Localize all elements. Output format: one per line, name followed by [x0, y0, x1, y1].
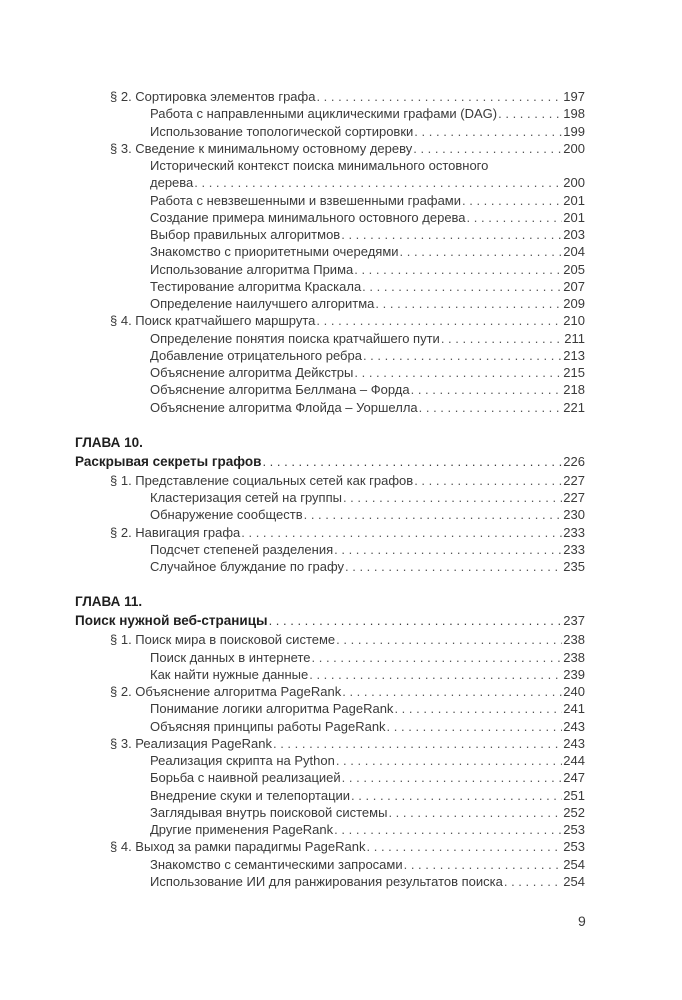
leader-dots [414, 472, 562, 489]
toc-item[interactable] [75, 364, 585, 381]
toc-item[interactable] [75, 157, 585, 174]
toc-page-number: 230 [563, 507, 585, 523]
toc-section[interactable] [75, 631, 585, 648]
table-of-contents [75, 88, 585, 890]
leader-dots [342, 683, 562, 700]
leader-dots [363, 347, 562, 364]
leader-dots [419, 399, 563, 416]
leader-dots [388, 804, 562, 821]
toc-page-number: 209 [563, 296, 585, 311]
toc-page-number: 239 [563, 666, 585, 682]
toc-item-title: Как найти нужные данные [150, 666, 309, 682]
toc-page-number: 254 [563, 856, 585, 872]
toc-item-title: Использование топологической сортировки [150, 123, 414, 139]
leader-dots [269, 611, 563, 631]
toc-page-number: 233 [563, 524, 585, 540]
toc-item-title-cont: дерева [150, 175, 194, 191]
toc-page-number: 243 [563, 718, 585, 734]
toc-item-title: Объяснение алгоритма Дейкстры [150, 365, 354, 380]
toc-item-title: Добавление отрицательного ребра [150, 347, 362, 363]
toc-item-title: Поиск данных в интернете [150, 649, 311, 665]
toc-page-number: 215 [563, 365, 585, 380]
leader-dots [414, 123, 562, 140]
leader-dots [413, 140, 562, 157]
toc-item[interactable] [75, 295, 585, 312]
toc-page-number: 221 [563, 399, 585, 415]
toc-item[interactable] [75, 718, 585, 735]
leader-dots [194, 174, 562, 191]
toc-item[interactable] [75, 649, 585, 666]
page-number: 9 [578, 913, 586, 929]
leader-dots [498, 105, 562, 122]
toc-page-number: 238 [563, 649, 585, 665]
leader-dots [400, 243, 563, 260]
toc-page-number: 240 [563, 684, 585, 699]
toc-section-title: § 3. Сведение к минимальному остовному дереву [110, 140, 413, 156]
toc-item-title: Исторический контекст поиска минимального остовного [150, 158, 489, 173]
toc-section-title: § 3. Реализация PageRank [110, 735, 272, 751]
chapter-11 [75, 593, 585, 890]
toc-item[interactable] [75, 105, 585, 122]
toc-chapter[interactable] [75, 452, 585, 472]
toc-page-number: 200 [563, 175, 585, 191]
leader-dots [504, 873, 562, 890]
chapter-10 [75, 434, 585, 576]
toc-item[interactable] [75, 541, 585, 558]
toc-page-number: 227 [563, 490, 585, 505]
toc-item[interactable] [75, 243, 585, 260]
toc-section[interactable] [75, 524, 585, 541]
leader-dots [336, 752, 562, 769]
toc-item-title: Использование алгоритма Прима [150, 261, 354, 277]
toc-page-number: 243 [563, 735, 585, 751]
leader-dots [367, 838, 563, 855]
toc-item[interactable] [75, 489, 585, 506]
toc-item[interactable] [75, 787, 585, 804]
toc-item-title: Работа с направленными ациклическими графами (DAG) [150, 106, 498, 122]
toc-item[interactable] [75, 752, 585, 769]
toc-item-title: Определение понятия поиска кратчайшего пути [150, 330, 440, 346]
toc-item-title: Работа с невзвешенными и взвешенными графами [150, 192, 461, 208]
toc-item-title: Объяснение алгоритма Флойда – Уоршелла [150, 399, 418, 415]
leader-dots [404, 856, 563, 873]
toc-page-number: 253 [563, 839, 585, 855]
toc-page-number: 218 [563, 382, 585, 398]
toc-page-number: 253 [563, 822, 585, 837]
toc-item[interactable] [75, 381, 585, 398]
toc-item-title: Внедрение скуки и телепортации [150, 787, 351, 803]
toc-item-title: Использование ИИ для ранжирования результатов поиска [150, 873, 503, 889]
leader-dots [387, 718, 563, 735]
toc-page-number: 199 [563, 123, 585, 139]
toc-page-number: 238 [563, 632, 585, 648]
toc-item-title: Понимание логики алгоритма PageRank [150, 701, 394, 717]
leader-dots [354, 261, 562, 278]
leader-dots [304, 506, 563, 523]
toc-page-number: 207 [563, 278, 585, 294]
leader-dots [354, 364, 562, 381]
toc-item[interactable] [75, 123, 585, 140]
toc-item-title: Объяснение алгоритма Беллмана – Форда [150, 382, 410, 398]
toc-section-title: § 2. Объяснение алгоритма PageRank [110, 684, 342, 699]
toc-item-title: Определение наилучшего алгоритма [150, 296, 375, 311]
leader-dots [262, 452, 562, 472]
toc-item[interactable] [75, 821, 585, 838]
toc-item[interactable] [75, 192, 585, 209]
leader-dots [273, 735, 562, 752]
leader-dots [241, 524, 562, 541]
leader-dots [467, 209, 563, 226]
toc-item[interactable] [75, 506, 585, 523]
toc-item[interactable] [75, 209, 585, 226]
toc-item-title: Объясняя принципы работы PageRank [150, 718, 386, 734]
toc-item[interactable] [75, 330, 585, 347]
toc-section[interactable] [75, 312, 585, 329]
toc-item[interactable] [75, 278, 585, 295]
toc-page-number: 200 [563, 140, 585, 156]
toc-section-title: § 4. Выход за рамки парадигмы PageRank [110, 839, 366, 855]
toc-section-title: § 2. Навигация графа [110, 524, 241, 540]
toc-item[interactable] [75, 226, 585, 243]
toc-section[interactable] [75, 838, 585, 855]
toc-page-number: 197 [563, 89, 585, 104]
toc-item-title: Подсчет степеней разделения [150, 541, 334, 557]
toc-page-number: 252 [563, 804, 585, 820]
toc-page-number: 210 [563, 313, 585, 329]
toc-page-number: 201 [563, 192, 585, 208]
toc-page-number: 244 [563, 753, 585, 768]
toc-item[interactable] [75, 666, 585, 683]
chapter-label: ГЛАВА 11. [75, 594, 143, 610]
leader-dots [394, 700, 562, 717]
toc-section[interactable] [75, 140, 585, 157]
toc-item[interactable] [75, 769, 585, 786]
toc-section[interactable] [75, 683, 585, 700]
toc-page-number: 198 [563, 106, 585, 122]
toc-item-title: Кластеризация сетей на группы [150, 490, 342, 505]
toc-item-title: Обнаружение сообществ [150, 507, 303, 523]
toc-item-title: Заглядывая внутрь поисковой системы [150, 804, 388, 820]
toc-item-continuation[interactable] [75, 174, 585, 191]
toc-chapter[interactable] [75, 611, 585, 631]
toc-item[interactable] [75, 856, 585, 873]
toc-page-number: 233 [563, 541, 585, 557]
toc-page-number: 241 [563, 701, 585, 717]
toc-item[interactable] [75, 347, 585, 364]
leader-dots [441, 330, 563, 347]
toc-item-title: Тестирование алгоритма Краскала [150, 278, 362, 294]
leader-dots [316, 312, 562, 329]
leader-dots [316, 88, 562, 105]
leader-dots [362, 278, 562, 295]
toc-item-title: Реализация скрипта на Python [150, 753, 335, 768]
toc-page-number: 213 [563, 347, 585, 363]
chapter-title: Поиск нужной веб-страницы [75, 613, 268, 629]
leader-dots [343, 489, 562, 506]
toc-item[interactable] [75, 558, 585, 575]
chapter-title: Раскрывая секреты графов [75, 453, 262, 469]
leader-dots [345, 558, 562, 575]
leader-dots [334, 821, 562, 838]
toc-section-title: § 4. Поиск кратчайшего маршрута [110, 313, 316, 329]
toc-item[interactable] [75, 873, 585, 890]
toc-page-number: 203 [563, 227, 585, 242]
toc-item[interactable] [75, 261, 585, 278]
toc-item-title: Борьба с наивной реализацией [150, 770, 341, 786]
leader-dots [375, 295, 562, 312]
leader-dots [351, 787, 562, 804]
toc-item-title: Случайное блуждание по графу [150, 559, 345, 574]
toc-page-number: 205 [563, 261, 585, 277]
leader-dots [309, 666, 562, 683]
leader-dots [341, 226, 562, 243]
leader-dots [462, 192, 562, 209]
toc-page-number: 247 [563, 770, 585, 786]
toc-item-title: Создание примера минимального остовного дерева [150, 209, 466, 225]
toc-page-number: 227 [563, 472, 585, 488]
chapter-label: ГЛАВА 10. [75, 434, 143, 450]
toc-section[interactable] [75, 735, 585, 752]
toc-item-title: Выбор правильных алгоритмов [150, 227, 341, 242]
toc-page-number: 254 [563, 873, 585, 889]
toc-page-number: 201 [563, 209, 585, 225]
leader-dots [334, 541, 562, 558]
toc-page-number: 204 [563, 244, 585, 260]
toc-item[interactable] [75, 700, 585, 717]
toc-item-title: Знакомство с приоритетными очередями [150, 244, 399, 260]
toc-page-number: 237 [563, 613, 585, 629]
toc-section-title: § 1. Представление социальных сетей как графов [110, 472, 414, 488]
leader-dots [411, 381, 563, 398]
leader-dots [342, 769, 563, 786]
toc-item[interactable] [75, 804, 585, 821]
toc-page-number: 226 [563, 453, 585, 469]
toc-section-title: § 1. Поиск мира в поисковой системе [110, 632, 336, 648]
leader-dots [336, 631, 562, 648]
toc-item-title: Другие применения PageRank [150, 822, 334, 837]
leader-dots [312, 649, 563, 666]
toc-page-number: 235 [563, 559, 585, 574]
toc-section[interactable] [75, 472, 585, 489]
toc-item[interactable] [75, 399, 585, 416]
toc-item-title: Знакомство с семантическими запросами [150, 856, 403, 872]
toc-section[interactable] [75, 88, 585, 105]
toc-section-title: § 2. Сортировка элементов графа [110, 89, 316, 104]
toc-page-number: 251 [563, 787, 585, 803]
toc-page-number: 211 [564, 330, 585, 346]
